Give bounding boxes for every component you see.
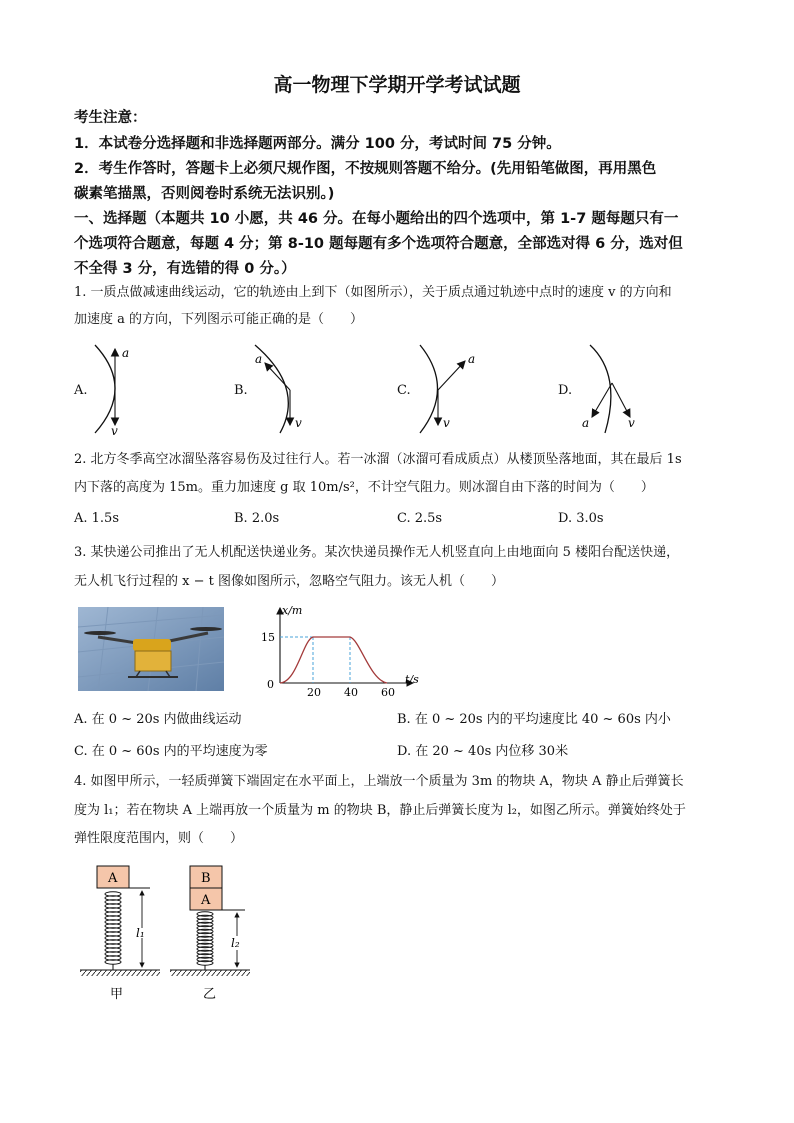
block-a-yi-label: A <box>201 893 211 908</box>
label-jia: 甲 <box>110 987 124 1002</box>
graph-xtick-60: 60 <box>381 686 395 699</box>
q4-figure-yi <box>170 866 250 1002</box>
q1-figure-c <box>420 345 475 433</box>
q3-option-c: C. 在 0 ~ 60s 内的平均速度为零 <box>74 744 268 759</box>
q4-spring-figure <box>70 858 280 1008</box>
spring-yi <box>197 912 213 970</box>
page-title: 高一物理下学期开学考试试题 <box>273 74 521 96</box>
label-yi: 乙 <box>203 987 217 1002</box>
q2-option-d: D. 3.0s <box>558 511 604 526</box>
q1-d-label-a: a <box>582 416 590 430</box>
block-b-yi-label: B <box>201 871 211 886</box>
notice-heading: 考生注意： <box>74 110 147 126</box>
q3-option-a: A. 在 0 ~ 20s 内做曲线运动 <box>74 712 242 727</box>
q3-option-d: D. 在 20 ~ 40s 内位移 30米 <box>397 744 569 759</box>
q3-stem-line-1: 3. 某快递公司推出了无人机配送快递业务。某次快递员操作无人机竖直向上由地面向 5 楼阳台配送快递， <box>74 545 680 560</box>
q1-option-c-label: C. <box>397 383 411 398</box>
q1-option-b-label: B. <box>234 383 248 398</box>
graph-ytick-15: 15 <box>261 631 275 644</box>
q4-stem-line-1: 4. 如图甲所示，一轻质弹簧下端固定在水平面上，上端放一个质量为 3m 的物块 A，物块 A 静止后弹簧长 <box>74 774 684 789</box>
q4-stem-line-3: 弹性限度范围内，则（ ） <box>74 831 244 846</box>
block-a-jia-label: A <box>108 871 118 886</box>
graph-xlabel: t/s <box>405 673 419 686</box>
q3-stem-line-2: 无人机飞行过程的 x − t 图像如图所示，忽略空气阻力。该无人机（ ） <box>74 574 504 589</box>
notice-item-2: 2．考生作答时，答题卡上必须尺规作图，不按规则答题不给分。(先用铅笔做图，再用黑色 <box>74 161 657 177</box>
graph-xtick-40: 40 <box>344 686 358 699</box>
q4-stem-line-2: 度为 l₁；若在物块 A 上端再放一个质量为 m 的物块 B，静止后弹簧长度为 l₂，如图乙所示。弹簧始终处于 <box>74 803 686 818</box>
q2-option-b: B. 2.0s <box>234 511 280 526</box>
xt-curve <box>280 637 387 683</box>
q1-d-label-v: v <box>628 416 635 430</box>
graph-xtick-20: 20 <box>307 686 321 699</box>
q1-b-label-a: a <box>255 352 263 366</box>
notice-item-1: 1．本试卷分选择题和非选择题两部分。满分 100 分，考试时间 75 分钟。 <box>74 136 561 152</box>
q1-stem-line-1: 1. 一质点做减速曲线运动，它的轨迹由上到下（如图所示），关于质点通过轨迹中点时的速度 v 的方向和 <box>74 285 672 300</box>
section1-line-3: 不全得 3 分，有选错的得 0 分。） <box>74 261 296 277</box>
section1-line-1: 一、选择题（本题共 10 小愿，共 46 分。在每小题给出的四个选项中，第 1-7 题每题只有一 <box>74 211 679 227</box>
graph-ylabel: x/m <box>282 604 303 617</box>
q1-figures <box>0 335 794 440</box>
q1-figure-b <box>255 345 302 433</box>
q1-figure-d <box>582 345 635 433</box>
q1-c-label-a: a <box>468 352 476 366</box>
len-l2: l₂ <box>231 936 240 950</box>
q1-option-a-label: A. <box>74 383 88 398</box>
q1-option-d-label: D. <box>558 383 573 398</box>
q1-a-label-v: v <box>111 424 118 438</box>
notice-item-3: 碳素笔描黑，否则阅卷时系统无法识别。) <box>74 186 335 202</box>
q1-b-label-v: v <box>295 416 302 430</box>
q2-option-c: C. 2.5s <box>397 511 443 526</box>
q1-figure-a <box>95 345 129 438</box>
q1-c-label-v: v <box>443 416 450 430</box>
q2-option-a: A. 1.5s <box>74 511 119 526</box>
graph-xtick-0: 0 <box>267 678 274 691</box>
drone-photo <box>78 607 224 691</box>
q2-stem-line-1: 2. 北方冬季高空冰溜坠落容易伤及过往行人。若一冰溜（冰溜可看成质点）从楼顶坠落地面，其在最后 1s <box>74 452 682 467</box>
q1-a-label-a: a <box>122 346 130 360</box>
q4-figure-jia <box>80 866 160 1002</box>
q3-xt-graph <box>255 600 430 700</box>
q2-stem-line-2: 内下落的高度为 15m。重力加速度 g 取 10m/s²，不计空气阻力。则冰溜自由下落的时间为（ ） <box>74 480 654 495</box>
section1-line-2: 个选项符合题意，每题 4 分；第 8-10 题每题有多个选项符合题意，全部选对得 6 分，选对但 <box>74 236 683 252</box>
q1-stem-line-2: 加速度 a 的方向，下列图示可能正确的是（ ） <box>74 312 364 327</box>
q3-option-b: B. 在 0 ~ 20s 内的平均速度比 40 ~ 60s 内小 <box>397 712 671 727</box>
len-l1: l₁ <box>136 926 145 940</box>
spring-jia <box>105 892 121 970</box>
